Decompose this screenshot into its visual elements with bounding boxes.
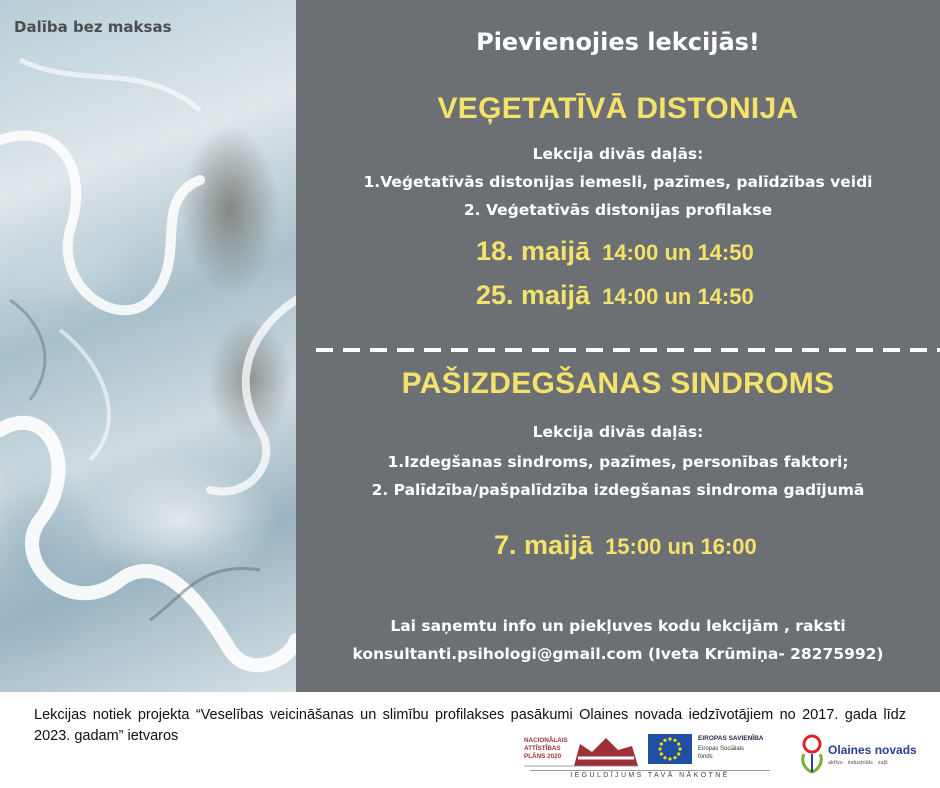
session-time: 15:00 un 16:00 (605, 534, 757, 559)
lecture1-session-2 (476, 280, 754, 311)
project-statement: Lekcijas notiek projekta “Veselības veicināšanas un slimību profilakses pasākumi Olaines novada iedzīvotājiem no 2017. gada līdz 2023. gadam” ietvaros (34, 707, 906, 744)
session-time: 14:00 un 14:50 (602, 240, 754, 265)
nap-logo-line-2: ATTĪSTĪBAS (524, 745, 561, 752)
lecture2-part1: 1.Izdegšanas sindroms, pazīmes, personības faktori; (387, 453, 849, 471)
free-participation-badge: Dalība bez maksas (14, 18, 172, 36)
nap-logo-line-1: NACIONĀLAIS (524, 737, 568, 744)
investment-tagline: IEGULDĪJUMS TAVĀ NĀKOTNĒ (530, 770, 770, 779)
olaine-municipality-logo (798, 732, 928, 776)
lecture2-part2: 2. Palīdzība/pašpalīdzība izdegšanas sindroma gadījumā (371, 481, 865, 499)
lecture1-intro: Lekcija divās daļās: (532, 145, 704, 163)
lecture2-intro: Lekcija divās daļās: (532, 423, 704, 441)
lecture1-session-1 (476, 236, 754, 267)
european-union-logo (648, 726, 772, 772)
nap-logo-line-3: PLĀNS 2020 (524, 753, 562, 760)
ice-texture (0, 0, 296, 692)
session-date: 7. maijā (494, 530, 594, 560)
eu-logo-line-3: fonds (698, 754, 713, 760)
lecture2-session-1 (494, 530, 757, 561)
session-time: 14:00 un 14:50 (602, 284, 754, 309)
olaine-logo-name: Olaines novads (828, 743, 917, 757)
ice-photo (0, 0, 296, 692)
national-development-plan-logo (522, 732, 642, 772)
dashed-divider (316, 340, 940, 360)
eu-logo-line-1: EIROPAS SAVIENĪBA (698, 735, 764, 742)
headline: Pievienojies lekcijās! (476, 28, 760, 56)
contact-line-1: Lai saņemtu info un piekļuves kodu lekcijām , raksti (390, 617, 846, 635)
lecture1-title: VEĢETATĪVĀ DISTONIJA (437, 92, 799, 125)
contact-line-2: konsultanti.psihologi@gmail.com (Iveta Krūmiņa- 28275992) (352, 645, 884, 663)
lecture1-part1: 1.Veģetatīvās distonijas iemesli, pazīmes, palīdzības veidi (363, 173, 873, 191)
olaine-logo-slogan: aktīvs · industriāls · zaļš (828, 760, 888, 766)
session-date: 25. maijā (476, 280, 591, 310)
lecture2-title: PAŠIZDEGŠANAS SINDROMS (401, 367, 835, 400)
lecture1-part2: 2. Veģetatīvās distonijas profilakse (463, 201, 773, 219)
session-date: 18. maijā (476, 236, 591, 266)
eu-logo-line-2: Eiropas Sociālais (698, 746, 745, 752)
